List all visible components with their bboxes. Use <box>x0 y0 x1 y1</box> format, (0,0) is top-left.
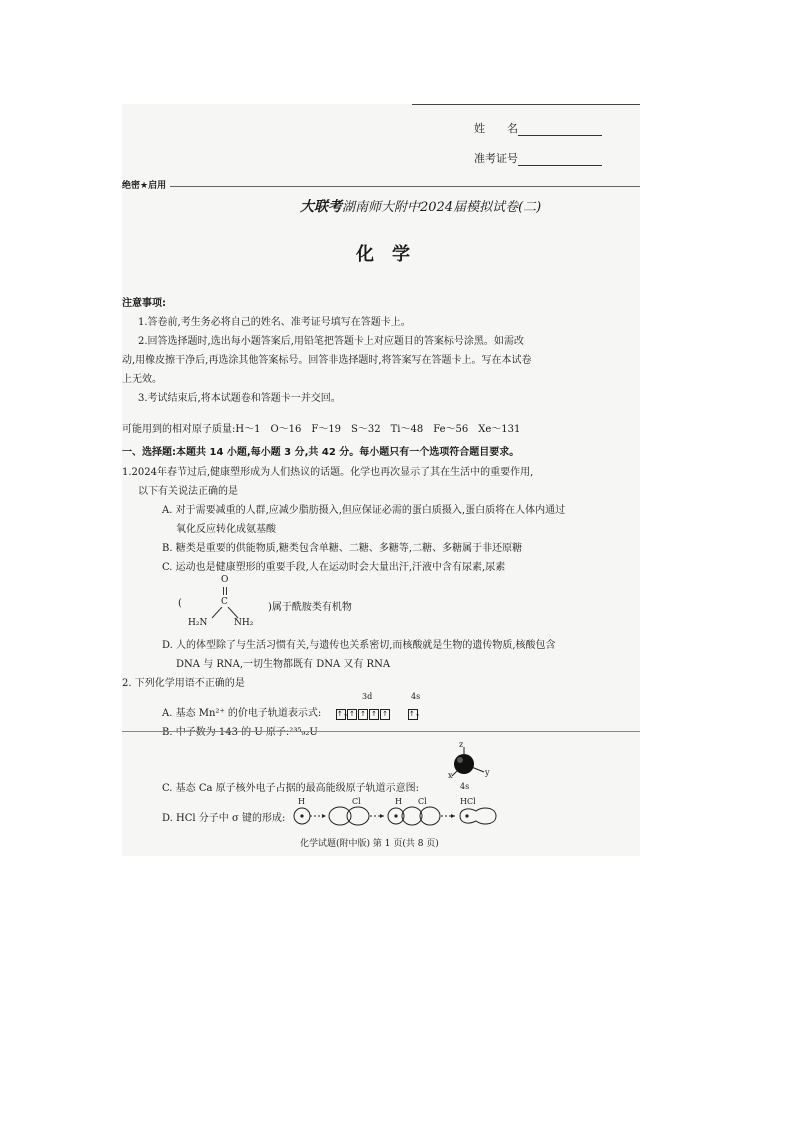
exam-id-label: 准考证号 <box>474 152 518 165</box>
q2-option-a: A. 基态 Mn²⁺ 的价电子轨道表示式: <box>162 708 322 719</box>
exam-sheet <box>122 104 640 856</box>
notice-item: 上无效。 <box>122 374 162 385</box>
urea-double-bond <box>226 587 228 595</box>
notice-heading: 注意事项: <box>122 298 166 309</box>
notice-item: 2.回答选择题时,选出每小题答案后,用铅笔把答题卡上对应题目的答案标号涂黑。如需改 <box>138 336 524 347</box>
q1-option-c: C. 运动也是健康塑形的重要手段,人在运动时会大量出汗,汗液中含有尿素,尿素 <box>162 562 506 573</box>
orbital-box: ↑ <box>369 709 379 720</box>
hcl-label-cl2: Cl <box>418 797 427 806</box>
axis-y-label: y <box>485 768 490 777</box>
hcl-label-h2: H <box>395 797 402 806</box>
sigma-bond-diagram <box>292 804 502 828</box>
q1-option-a: A. 对于需要减重的人群,应减少脂肪摄入,但应保证必需的蛋白质摄入,蛋白质将在人体内通过 <box>162 505 566 516</box>
atomic-masses: 可能用到的相对原子质量:H～1 O～16 F～19 S～32 Ti～48 Fe～56 Xe～131 <box>122 424 521 435</box>
orbital-box: ↑ <box>347 709 357 720</box>
name-label: 姓 名 <box>474 122 518 135</box>
q1-stem: 1.2024年春节过后,健康塑形成为人们热议的话题。化学也再次显示了其在生活中的重要作用, <box>122 467 534 478</box>
page-footer: 化学试题(附中版) 第 1 页(共 8 页) <box>300 839 439 849</box>
hcl-label-h: H <box>298 797 305 806</box>
notice-item: 1.答卷前,考生务必将自己的姓名、准考证号填写在答题卡上。 <box>138 317 411 328</box>
subject-title: 化 学 <box>356 244 410 265</box>
urea-caption: )属于酰胺类有机物 <box>268 602 352 613</box>
confidential-label: 绝密★启用 <box>122 178 170 191</box>
header-top-rule <box>412 104 640 105</box>
header-rule <box>122 186 640 187</box>
axis-z-label: z <box>459 740 464 749</box>
urea-paren-open: ( <box>178 598 182 609</box>
q1-option-d: D. 人的体型除了与生活习惯有关,与遗传也关系密切,而核酸就是生物的遗传物质,核酸包含 <box>162 640 556 651</box>
q2-option-c: C. 基态 Ca 原子核外电子占据的最高能级原子轨道示意图: <box>162 783 419 794</box>
orbital-diagram-4s <box>408 704 419 723</box>
q1-option-a: 氧化反应转化成氨基酸 <box>176 524 276 535</box>
q2-option-d: D. HCl 分子中 σ 键的形成: <box>162 813 286 824</box>
orbital-box: ↑↓ <box>409 710 421 718</box>
q2-option-b: B. 中子数为 143 的 U 原子:²³⁵₉₂U <box>162 727 318 738</box>
urea-amine-left: H₂N <box>188 618 208 628</box>
scan-fold-line <box>122 731 640 732</box>
orbital-diagram-3d <box>336 704 391 723</box>
urea-carbon: C <box>221 597 228 607</box>
name-blank <box>518 121 602 136</box>
orbital-4s-caption: 4s <box>460 782 470 791</box>
urea-double-bond <box>223 587 225 595</box>
brand-mark: 大联考 <box>300 199 342 215</box>
exam-id-field <box>474 150 602 166</box>
name-field <box>474 120 602 136</box>
hcl-label-cl: Cl <box>352 797 361 806</box>
orbital-4s-label: 4s <box>411 692 421 701</box>
q1-option-d: DNA 与 RNA,一切生物都既有 DNA 又有 RNA <box>176 659 391 670</box>
q1-stem: 以下有关说法正确的是 <box>138 486 238 497</box>
hcl-label-hcl: HCl <box>460 797 476 806</box>
orbital-3d-label: 3d <box>362 692 373 701</box>
urea-amine-right: NH₂ <box>234 618 254 628</box>
notice-item: 动,用橡皮擦干净后,再选涂其他答案标号。回答非选择题时,将答案写在答题卡上。写在本试卷 <box>122 355 532 366</box>
exam-name: 湖南师大附中2024届模拟试卷(二) <box>342 200 542 215</box>
exam-id-blank <box>518 151 602 166</box>
orbital-box: ↑ <box>358 709 368 720</box>
orbital-box: ↑ <box>380 709 390 720</box>
q2-stem: 2. 下列化学用语不正确的是 <box>122 678 245 689</box>
notice-item: 3.考试结束后,将本试题卷和答题卡一并交回。 <box>138 393 341 404</box>
orbital-box: ↑↓ <box>337 710 349 718</box>
exam-title <box>300 196 541 216</box>
axis-x-label: x <box>448 771 453 780</box>
urea-oxygen: O <box>221 575 229 585</box>
q1-option-b: B. 糖类是重要的供能物质,糖类包含单糖、二糖、多糖等,二糖、多糖属于非还原糖 <box>162 543 523 554</box>
section-heading: 一、选择题:本题共 14 小题,每小题 3 分,共 42 分。每小题只有一个选项符合题目要求。 <box>122 447 520 458</box>
ca-4s-orbital-icon <box>448 744 498 794</box>
